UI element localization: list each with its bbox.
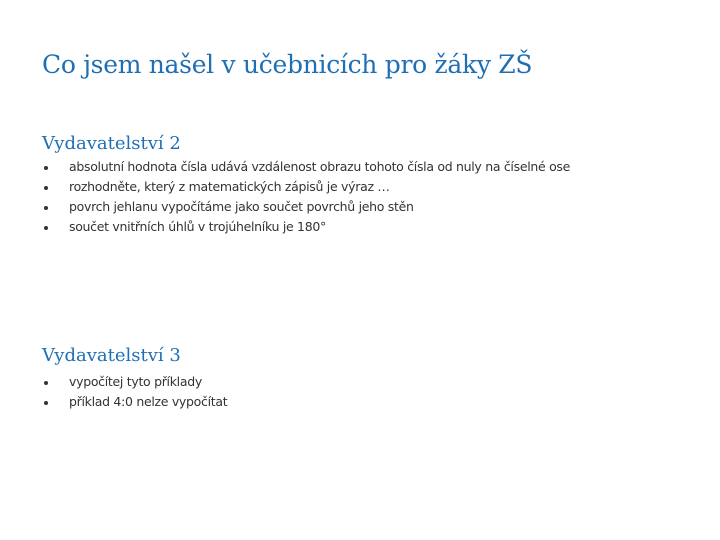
slide-title: Co jsem našel v učebnicích pro žáky ZŠ (42, 50, 533, 79)
bullet-icon (44, 186, 48, 190)
section-heading-vydavatelstvi-2: Vydavatelství 2 (42, 133, 181, 154)
list-item (42, 177, 570, 197)
list-item-text: rozhodněte, který z matematických zápisů je výraz … (69, 179, 390, 194)
bullet-icon (44, 401, 48, 405)
list-item-text: absolutní hodnota čísla udává vzdálenost obrazu tohoto čísla od nuly na číselné ose (69, 159, 571, 174)
list-item-text: příklad 4:0 nelze vypočítat (69, 394, 228, 409)
list-item (42, 372, 227, 392)
bullet-list-vydavatelstvi-2 (42, 157, 570, 237)
list-item (42, 217, 570, 237)
list-item-text: povrch jehlanu vypočítáme jako součet povrchů jeho stěn (69, 199, 414, 214)
bullet-icon (44, 381, 48, 385)
list-item (42, 197, 570, 217)
bullet-icon (44, 206, 48, 210)
bullet-list-vydavatelstvi-3 (42, 372, 227, 412)
list-item-text: součet vnitřních úhlů v trojúhelníku je 180° (69, 219, 326, 234)
section-heading-vydavatelstvi-3: Vydavatelství 3 (42, 345, 181, 366)
list-item-text: vypočítej tyto příklady (69, 374, 202, 389)
bullet-icon (44, 226, 48, 230)
bullet-icon (44, 166, 48, 170)
list-item (42, 157, 570, 177)
list-item (42, 392, 227, 412)
